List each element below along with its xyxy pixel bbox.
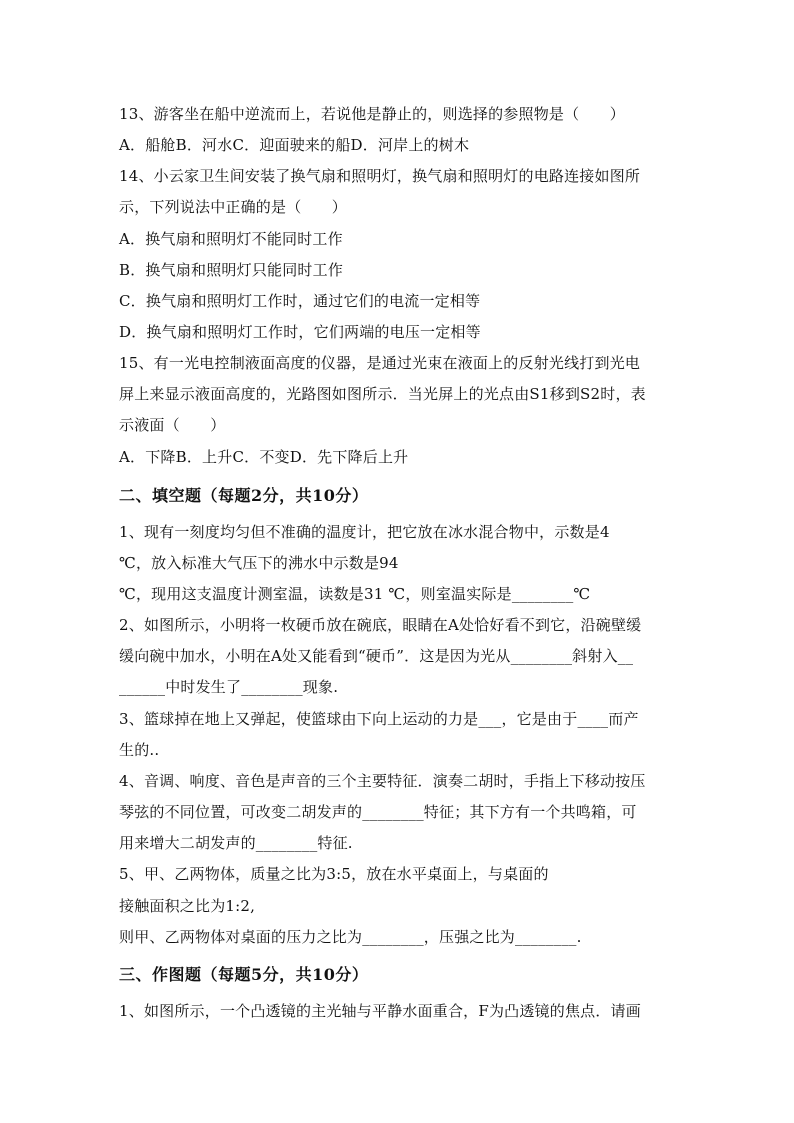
fill-q5-line3: 则甲、乙两物体对桌面的压力之比为________，压强之比为________. bbox=[119, 928, 582, 946]
q15-options: A．下降B．上升C．不变D．先下降后上升 bbox=[119, 448, 409, 466]
q14-stem-line1: 14、小云家卫生间安装了换气扇和照明灯，换气扇和照明灯的电路连接如图所 bbox=[119, 167, 641, 185]
q13-options: A．船舱B．河水C．迎面驶来的船D．河岸上的树木 bbox=[119, 136, 470, 154]
fill-q1-line2: ℃，放入标准大气压下的沸水中示数是94 bbox=[119, 554, 399, 572]
fill-q1-line3: ℃，现用这支温度计测室温，读数是31 ℃，则室温实际是________℃ bbox=[119, 585, 591, 603]
q15-stem-line3: 示液面（ ） bbox=[119, 416, 226, 434]
q14-option-c: C．换气扇和照明灯工作时，通过它们的电流一定相等 bbox=[119, 292, 481, 310]
q14-option-b: B．换气扇和照明灯只能同时工作 bbox=[119, 261, 344, 279]
section-2-heading: 二、填空题（每题2分，共10分） bbox=[119, 486, 369, 505]
fill-q4-line3: 用来增大二胡发声的________特征. bbox=[119, 834, 353, 852]
fill-q4-line2: 琴弦的不同位置，可改变二胡发声的________特征；其下方有一个共鸣箱，可 bbox=[119, 803, 637, 821]
q15-stem-line1: 15、有一光电控制液面高度的仪器，是通过光束在液面上的反射光线打到光电 bbox=[119, 354, 641, 372]
fill-q4-line1: 4、音调、响度、音色是声音的三个主要特征．演奏二胡时，手指上下移动按压 bbox=[119, 772, 646, 790]
q14-stem-line2: 示，下列说法中正确的是（ ） bbox=[119, 198, 348, 216]
q14-option-d: D．换气扇和照明灯工作时，它们两端的电压一定相等 bbox=[119, 323, 481, 341]
fill-q5-line2: 接触面积之比为1:2, bbox=[119, 897, 256, 915]
q14-option-a: A．换气扇和照明灯不能同时工作 bbox=[119, 230, 343, 248]
fill-q5-line1: 5、甲、乙两物体，质量之比为3:5，放在水平桌面上，与桌面的 bbox=[119, 865, 549, 883]
fill-q3-line1: 3、篮球掉在地上又弹起，使篮球由下向上运动的力是___，它是由于____而产 bbox=[119, 710, 639, 728]
fill-q2-line2: 缓向碗中加水，小明在A处又能看到“硬币”．这是因为光从________斜射入__ bbox=[119, 647, 634, 665]
fill-q2-line1: 2、如图所示，小明将一枚硬币放在碗底，眼睛在A处恰好看不到它，沿碗壁缓 bbox=[119, 616, 642, 634]
fill-q2-line3: ______中时发生了________现象. bbox=[119, 678, 339, 696]
section-3-heading: 三、作图题（每题5分，共10分） bbox=[119, 965, 369, 984]
q13-stem: 13、游客坐在船中逆流而上，若说他是静止的，则选择的参照物是（ ） bbox=[119, 105, 625, 123]
fill-q1-line1: 1、现有一刻度均匀但不准确的温度计，把它放在冰水混合物中，示数是4 bbox=[119, 523, 610, 541]
fill-q3-line2: 生的.. bbox=[119, 741, 160, 759]
q15-stem-line2: 屏上来显示液面高度的，光路图如图所示．当光屏上的光点由S1移到S2时，表 bbox=[119, 385, 646, 403]
draw-q1-line1: 1、如图所示，一个凸透镜的主光轴与平静水面重合，F为凸透镜的焦点．请画 bbox=[119, 1002, 641, 1020]
